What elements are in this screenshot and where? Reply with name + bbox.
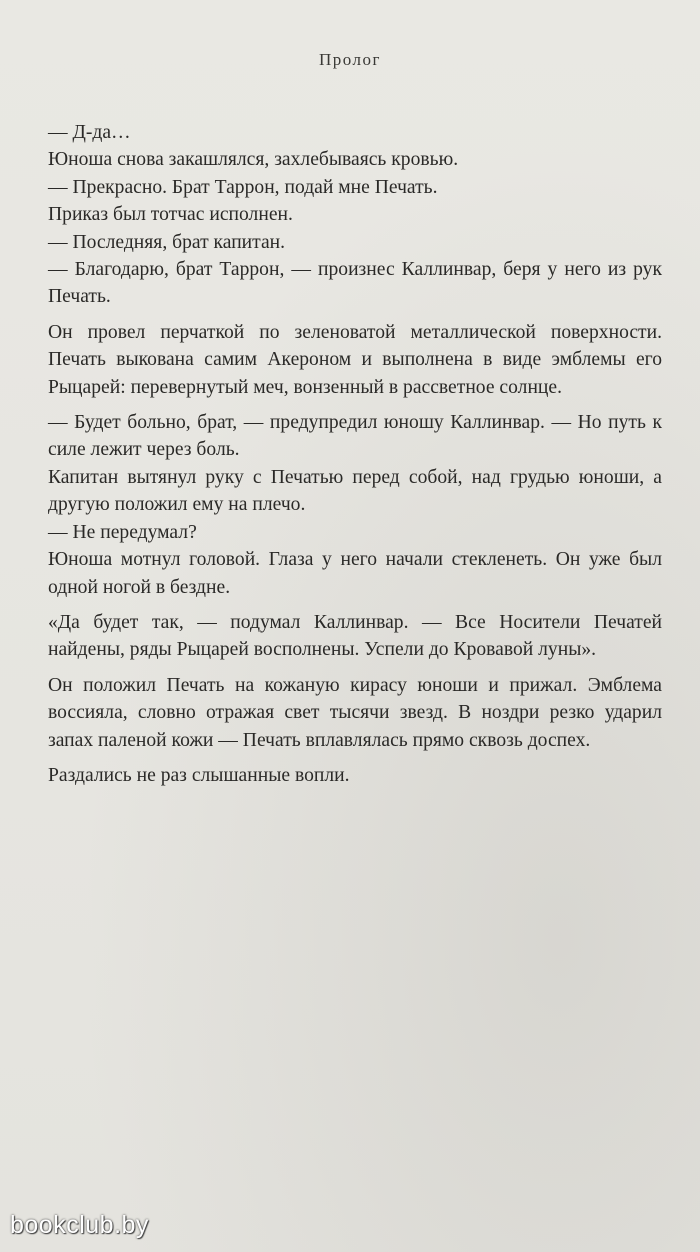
paragraph: Приказ был тотчас исполнен. xyxy=(48,204,293,226)
paragraph: Капитан вытянул руку с Печатью перед собой, над грудью юноши, а другую положил ему на плечо. xyxy=(48,466,662,516)
paragraph: — Будет больно, брат, — предупредил юношу Каллинвар. — Но путь к силе лежит через боль. xyxy=(48,412,662,461)
paragraph: Он провел перчаткой по зеленоватой металлической поверхности. Печать выкована самим Акероном и выполнена в виде эмблемы его Рыцарей: перевернутый меч, вонзенный в рассветное солнце. xyxy=(48,321,662,398)
paragraph: Он положил Печать на кожаную кирасу юноши и прижал. Эмблема воссияла, словно отражая свет тысячи звезд. В ноздри резко ударил запах паленой кожи — Печать вплавлялась прямо сквозь доспех. xyxy=(48,674,662,751)
paragraph: — Благодарю, брат Таррон, — произнес Каллинвар, беря у него из рук Печать. xyxy=(48,259,662,308)
page-body xyxy=(48,119,662,789)
chapter-title: Пролог xyxy=(318,50,381,69)
paragraph: — Д-да… xyxy=(48,122,131,143)
paragraph: — Последняя, брат капитан. xyxy=(48,231,286,253)
paragraph: — Не передумал? xyxy=(48,521,197,543)
paragraph: Юноша снова закашлялся, захлебываясь кровью. xyxy=(48,149,459,171)
watermark-logo: bookclub.by xyxy=(10,1211,149,1239)
paragraph: Юноша мотнул головой. Глаза у него начали стекленеть. Он уже был одной ногой в бездне. xyxy=(48,549,662,598)
paragraph: Раздались не раз слышанные вопли. xyxy=(48,764,350,786)
paragraph: «Да будет так, — подумал Каллинвар. — Все Носители Печатей найдены, ряды Рыцарей восполнены. Успели до Кровавой луны». xyxy=(48,611,662,661)
paragraph: — Прекрасно. Брат Таррон, подай мне Печать. xyxy=(48,176,438,198)
